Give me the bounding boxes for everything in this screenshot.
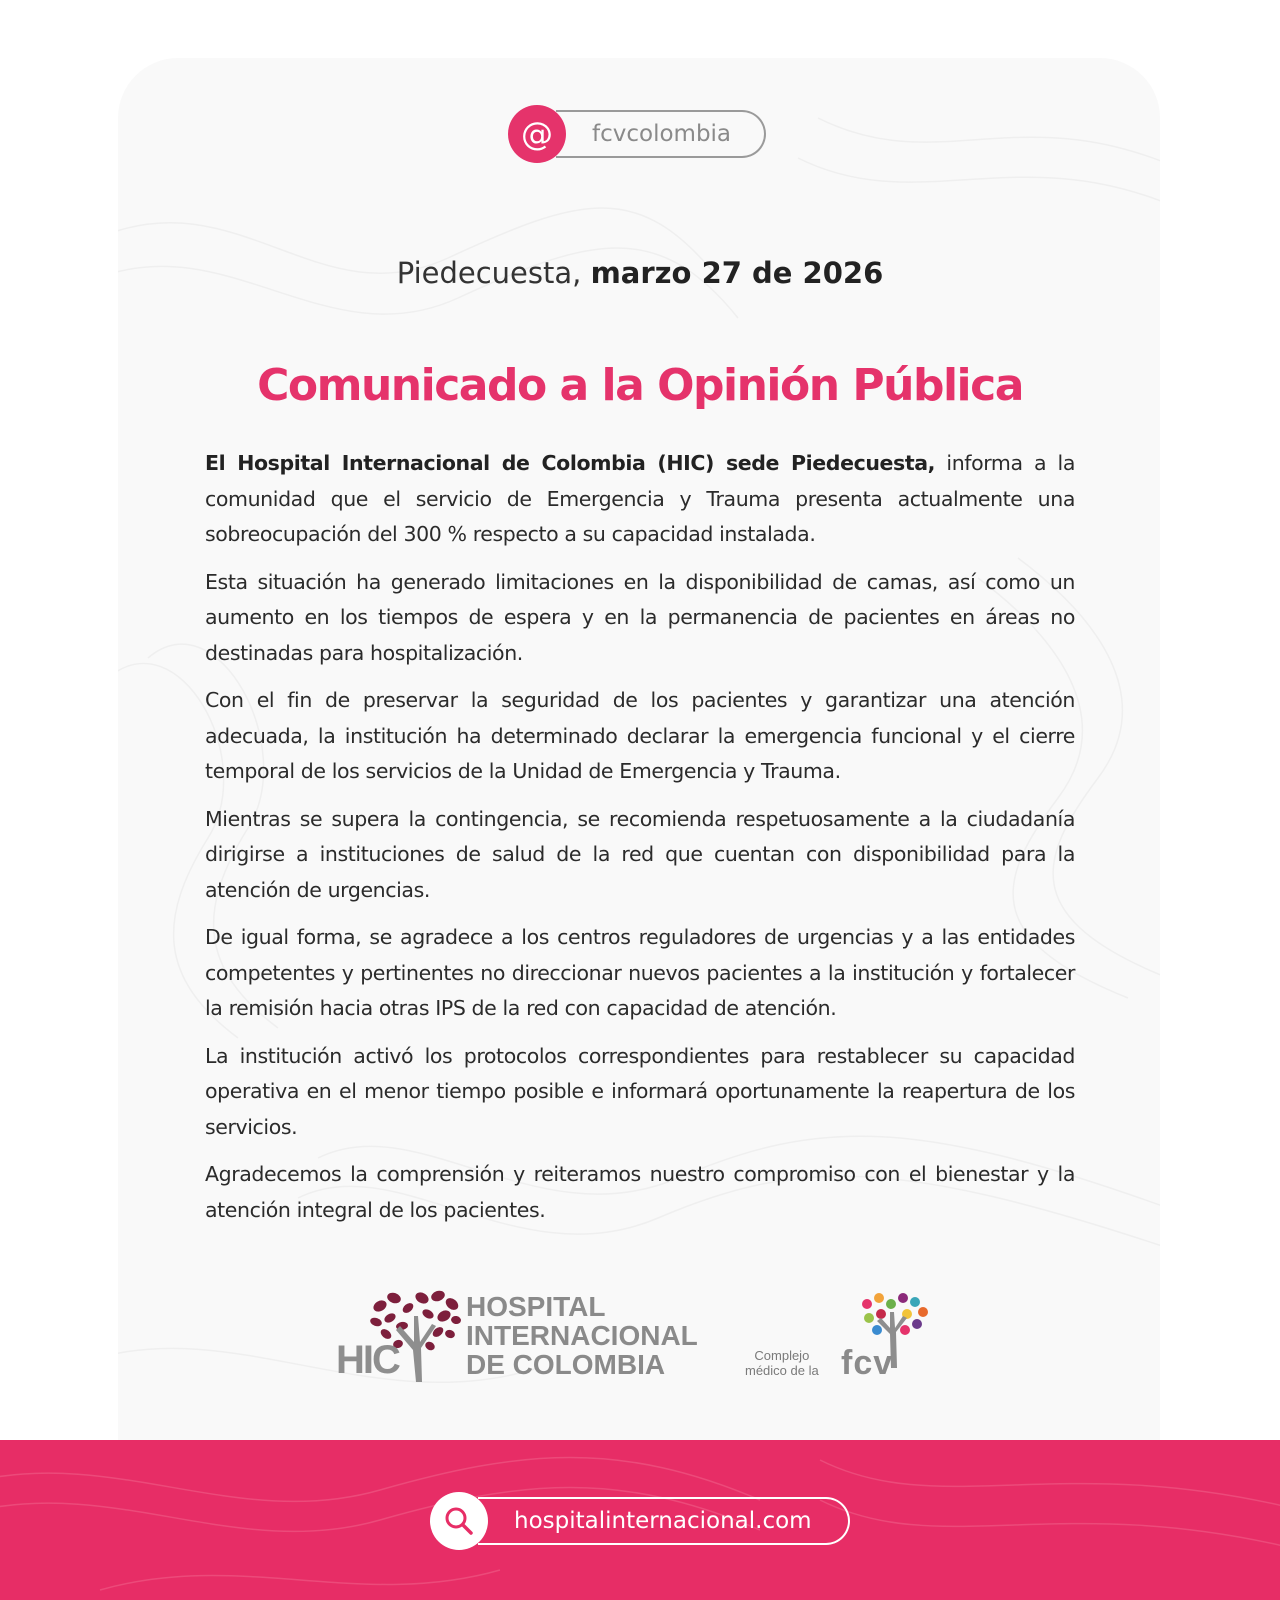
paragraph: La institución activó los protocolos correspondientes para restablecer su capacidad operativa en el menor tiempo posible e informará oportunamente la reapertura de los servicios. [205, 1043, 1075, 1139]
lead-bold-text: El Hospital Internacional de Colombia (HIC) sede Piedecuesta, [205, 451, 936, 475]
fcv-tagline-line: Complejo [754, 1348, 810, 1363]
dateline-city: Piedecuesta, [396, 256, 582, 290]
paragraph: Esta situación ha generado limitaciones en la disponibilidad de camas, así como un aumento en los tiempos de espera y en la permanencia de pacientes en áreas no destinadas para hospitalización. [205, 569, 1075, 665]
hospital-name-line: INTERNACIONAL [466, 1320, 698, 1351]
fcv-logo [745, 1290, 955, 1390]
lead-text: informa a la comunidad que el servicio de Emergencia y Trauma presenta actualmente una sobreocupación del 300 % respecto a su capacidad instalada. [205, 451, 1075, 546]
logos-row [330, 1290, 950, 1390]
fcv-tagline-line: médico de la [745, 1363, 819, 1378]
hospital-name-line: HOSPITAL [466, 1291, 606, 1322]
social-handle-pill[interactable] [508, 106, 766, 162]
at-icon: @ [508, 105, 566, 163]
paragraph: Mientras se supera la contingencia, se recomienda respetuosamente a la ciudadanía dirigirse a instituciones de salud de la red que cuentan con disponibilidad para la atención de urgencias. [205, 806, 1075, 902]
paragraph: De igual forma, se agradece a los centros reguladores de urgencias y a las entidades competentes y pertinentes no direccionar nuevos pacientes a la institución y fortalecer la remisión hacia otras IPS de la red con capacidad de atención. [205, 925, 1075, 1020]
statement-body [205, 446, 1075, 1240]
hospital-name-line: DE COLOMBIA [466, 1349, 666, 1380]
page-title: Comunicado a la Opinión Pública [257, 360, 1023, 411]
dateline [0, 256, 1280, 290]
search-icon [430, 1492, 488, 1550]
paragraph: Agradecemos la comprensión y reiteramos nuestro compromiso con el bienestar y la atención integral de los pacientes. [205, 1162, 1075, 1222]
fcv-letters: fcv [841, 1344, 894, 1382]
hic-letters: HIC [336, 1338, 399, 1382]
paragraph: Con el fin de preservar la seguridad de los pacientes y garantizar una atención adecuada, la institución ha determinado declarar la emergencia funcional y el cierre temporal de los servicios de la Unidad de Emergencia y Trauma. [205, 688, 1075, 783]
social-handle-text: fcvcolombia [556, 110, 766, 158]
website-url: hospitalinternacional.com [478, 1497, 850, 1545]
fcv-tagline [745, 1348, 819, 1378]
website-link[interactable] [430, 1493, 850, 1549]
hic-logo [330, 1290, 700, 1390]
lead-paragraph [205, 446, 1075, 553]
dateline-date: marzo 27 de 2026 [590, 256, 884, 290]
hospital-name [466, 1292, 698, 1379]
